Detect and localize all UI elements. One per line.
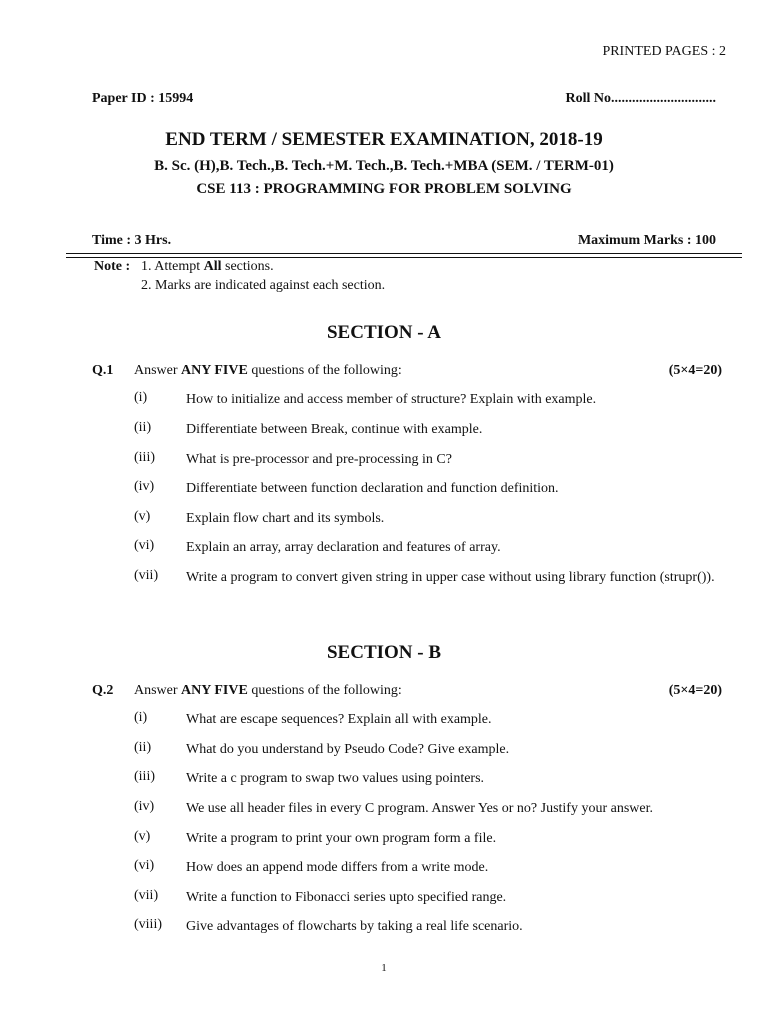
note-line-1-bold: All: [203, 259, 222, 274]
question-1-prefix: Answer: [134, 363, 182, 378]
item-text: Differentiate between function declaration and function definition.: [186, 481, 559, 496]
item-text: What is pre-processor and pre-processing in C?: [186, 452, 452, 467]
paper-id: Paper ID : 15994: [92, 91, 194, 106]
note-line-1-suffix: sections.: [221, 259, 274, 274]
item-text: We use all header files in every C program. Answer Yes or no? Justify your answer.: [186, 801, 653, 816]
item-text: How does an append mode differs from a write mode.: [186, 860, 489, 875]
question-2-suffix: questions of the following:: [247, 683, 402, 698]
item-number: (viii): [134, 917, 162, 932]
header-divider-bottom: [66, 257, 742, 258]
item-number: (vii): [134, 888, 159, 903]
question-2-bold: ANY FIVE: [181, 683, 248, 698]
item-number: (v): [134, 509, 151, 524]
section-b-heading: SECTION - B: [326, 642, 442, 663]
item-number: (i): [134, 710, 148, 725]
item-text: Differentiate between Break, continue with example.: [186, 422, 483, 437]
item-number: (vi): [134, 858, 155, 873]
question-2-number: Q.2: [92, 683, 114, 698]
item-text: Explain an array, array declaration and features of array.: [186, 540, 501, 555]
question-1-instruction: [134, 363, 402, 379]
exam-title: END TERM / SEMESTER EXAMINATION, 2018-19: [165, 129, 603, 150]
question-2-prefix: Answer: [134, 683, 182, 698]
item-number: (vii): [134, 568, 159, 583]
note-line-2: 2. Marks are indicated against each section.: [141, 278, 386, 293]
question-2-marks: (5×4=20): [668, 683, 722, 698]
exam-time: Time : 3 Hrs.: [92, 233, 172, 248]
programs-line: B. Sc. (H),B. Tech.,B. Tech.+M. Tech.,B. Tech.+MBA (SEM. / TERM-01): [154, 158, 614, 174]
item-text: How to initialize and access member of structure? Explain with example.: [186, 392, 597, 407]
question-1-bold: ANY FIVE: [181, 363, 248, 378]
printed-pages: PRINTED PAGES : 2: [602, 44, 726, 59]
item-number: (i): [134, 390, 148, 405]
item-text: Give advantages of flowcharts by taking a real life scenario.: [186, 919, 523, 934]
header-divider-top: [66, 253, 742, 254]
item-text: Write a program to convert given string in upper case without using library function (strupr()).: [186, 570, 715, 585]
item-text: Write a function to Fibonacci series upto specified range.: [186, 890, 507, 905]
item-text: Explain flow chart and its symbols.: [186, 511, 385, 526]
question-1-suffix: questions of the following:: [247, 363, 402, 378]
page-number: 1: [381, 962, 387, 974]
item-number: (ii): [134, 420, 152, 435]
item-number: (ii): [134, 740, 152, 755]
item-text: What do you understand by Pseudo Code? Give example.: [186, 742, 510, 757]
item-number: (iii): [134, 450, 155, 465]
roll-no: Roll No..............................: [565, 91, 716, 106]
item-number: (iv): [134, 479, 155, 494]
item-text: Write a c program to swap two values using pointers.: [186, 771, 485, 786]
maximum-marks: Maximum Marks : 100: [577, 233, 716, 248]
item-number: (v): [134, 829, 151, 844]
item-text: Write a program to print your own program form a file.: [186, 831, 497, 846]
question-2-instruction: [134, 683, 402, 699]
item-number: (iii): [134, 769, 155, 784]
section-a-heading: SECTION - A: [326, 322, 442, 343]
note-label: Note :: [94, 259, 131, 274]
note-line-1-prefix: 1. Attempt: [141, 259, 204, 274]
question-1-number: Q.1: [92, 363, 114, 378]
question-1-marks: (5×4=20): [668, 363, 722, 378]
item-text: What are escape sequences? Explain all with example.: [186, 712, 492, 727]
item-number: (vi): [134, 538, 155, 553]
note-line-1: [141, 259, 274, 275]
item-number: (iv): [134, 799, 155, 814]
course-line: CSE 113 : PROGRAMMING FOR PROBLEM SOLVING: [196, 181, 572, 197]
